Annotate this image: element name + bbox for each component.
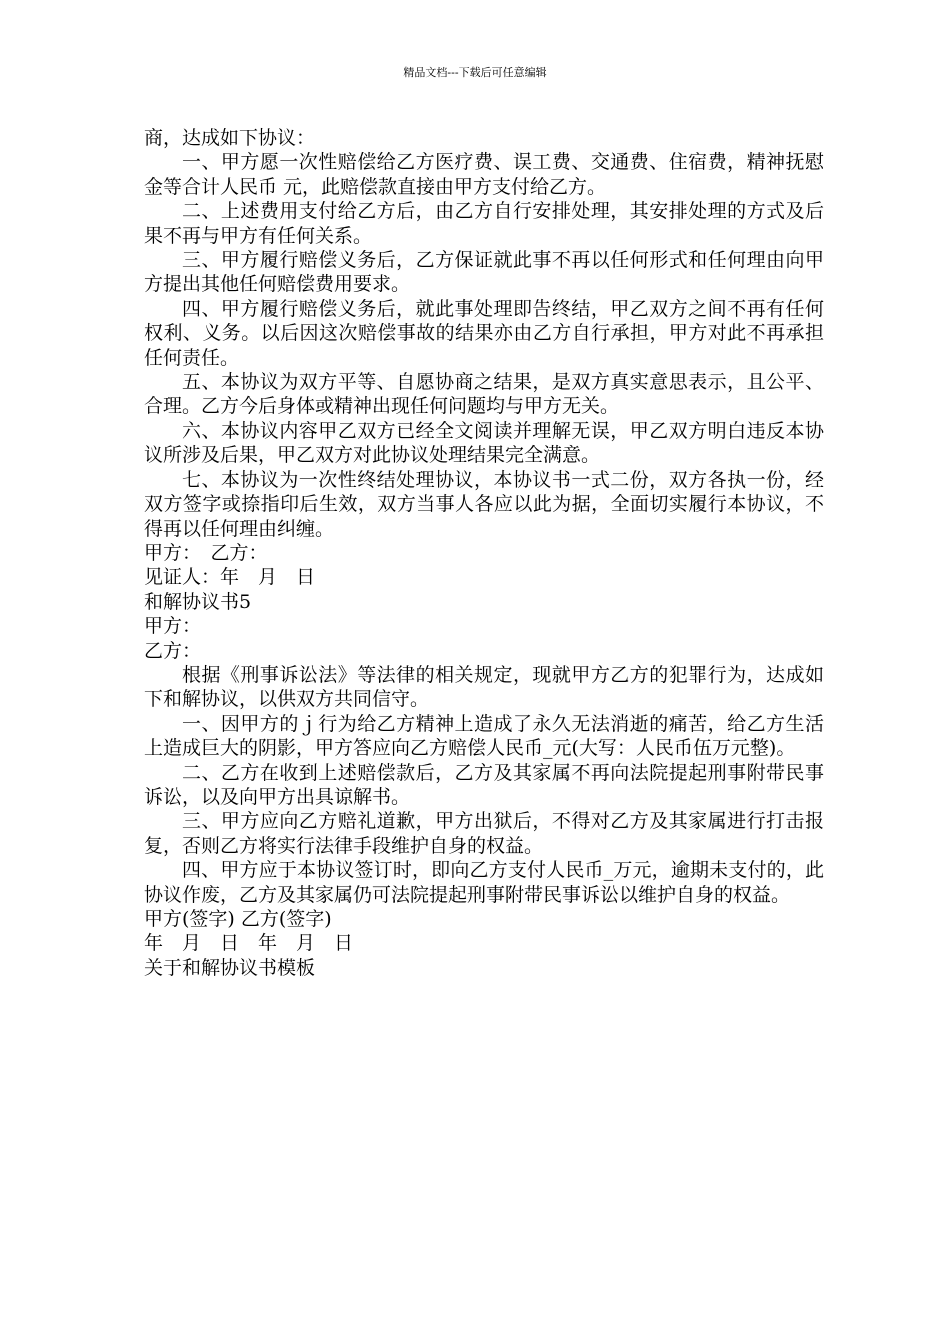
clause-5: 五、本协议为双方平等、自愿协商之结果，是双方真实意思表示，且公平、合理。乙方今后身体或精神出现任何问题均与甲方无关。: [144, 371, 824, 418]
section-title: 和解协议书5: [144, 590, 252, 613]
party-a-line: 甲方：: [144, 615, 202, 638]
clause-2: 二、上述费用支付给乙方后，由乙方自行安排处理，其安排处理的方式及后果不再与甲方有任何关系。: [144, 200, 824, 247]
clause-b2: 二、乙方在收到上述赔偿款后，乙方及其家属不再向法院提起刑事附带民事诉讼，以及向甲方出具谅解书。: [144, 761, 824, 808]
clause-b4: 四、甲方应于本协议签订时，即向乙方支付人民币_万元，逾期未支付的，此协议作废，乙方及其家属仍可法院提起刑事附带民事诉讼以维护自身的权益。: [144, 859, 824, 906]
preamble-paragraph: 根据《刑事诉讼法》等法律的相关规定，现就甲方乙方的犯罪行为，达成如下和解协议，以供双方共同信守。: [144, 663, 824, 711]
signature-parties: 甲方： 乙方：: [144, 541, 268, 564]
document-body: [144, 126, 824, 980]
page-header: 精品文档---下载后可任意编辑: [403, 66, 547, 79]
clause-4: 四、甲方履行赔偿义务后，就此事处理即告终结，甲乙双方之间不再有任何权利、义务。以后因这次赔偿事故的结果亦由乙方自行承担，甲方对此不再承担任何责任。: [144, 297, 824, 369]
template-title: 关于和解协议书模板: [144, 956, 316, 979]
clause-6: 六、本协议内容甲乙双方已经全文阅读并理解无误，甲乙双方明白违反本协议所涉及后果，甲乙双方对此协议处理结果完全满意。: [144, 419, 824, 467]
paragraph-intro: 商，达成如下协议：: [144, 127, 316, 149]
clause-1: 一、甲方愿一次性赔偿给乙方医疗费、误工费、交通费、住宿费，精神抚慰金等合计人民币 元，此赔偿款直接由甲方支付给乙方。: [144, 151, 824, 198]
party-b-line: 乙方：: [144, 639, 202, 662]
witness-date-line: 见证人：年 月 日: [144, 566, 316, 589]
date-line: 年 月 日 年 月 日: [144, 932, 354, 955]
clause-7: 七、本协议为一次性终结处理协议，本协议书一式二份，双方各执一份，经双方签字或捺指印后生效，双方当事人各应以此为据，全面切实履行本协议，不得再以任何理由纠缠。: [144, 468, 824, 540]
clause-3: 三、甲方履行赔偿义务后，乙方保证就此事不再以任何形式和任何理由向甲方提出其他任何赔偿费用要求。: [144, 249, 824, 296]
signature-line: 甲方(签字) 乙方(签字): [144, 908, 332, 930]
clause-b3: 三、甲方应向乙方赔礼道歉，甲方出狱后，不得对乙方及其家属进行打击报复，否则乙方将实行法律手段维护自身的权益。: [144, 810, 824, 857]
clause-b1: 一、因甲方的ｊ行为给乙方精神上造成了永久无法消逝的痛苦，给乙方生活上造成巨大的阴影，甲方答应向乙方赔偿人民币_元(大写：人民币伍万元整)。: [144, 712, 824, 760]
